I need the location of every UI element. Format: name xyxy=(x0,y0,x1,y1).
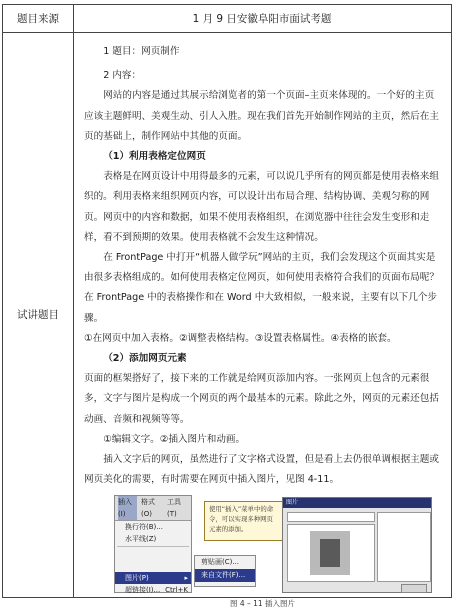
menu-item-hr: 水平线(Z) xyxy=(125,535,157,543)
callout-note: 使用“插入”菜单中的命令，可以实现多种网页元素的添加。 xyxy=(204,501,284,541)
dialog-title: 图片 xyxy=(283,498,431,508)
paragraph-6: ①编辑文字。②插入图片和动画。 xyxy=(103,433,246,445)
robot-thumbnail xyxy=(310,531,350,575)
menu-insert: 插入(I) xyxy=(118,496,137,520)
source-title: 1 月 9 日安徽阜阳市面试考题 xyxy=(192,13,332,25)
figure-caption: 图 4 – 11 插入图片 xyxy=(229,599,296,608)
picture-dialog xyxy=(282,497,432,593)
item-2: 2 内容： xyxy=(103,70,142,82)
item-1: 1 题目：网页制作 xyxy=(103,46,180,57)
menu-tools: 工具(T) xyxy=(167,498,182,518)
submenu-clipart: 剪贴画(C)... xyxy=(201,558,240,566)
menu-item-hyperlink: 超链接(I)... Ctrl+K xyxy=(125,586,188,594)
paragraph-2: 表格是在网页设计中用得最多的元素，可以说几乎所有的网页都是使用表格来组织的。利用表格来组织网页内容，可以设计出布局合理、结构协调、美观匀称的网页。网页中的内容和数据，如果不使用表格组织，在浏览器中往往会发生变形和走样，看不到预期的效果。使用表格就不会发生这种情况。 xyxy=(84,171,439,243)
paragraph-3: 在 FrontPage 中打开“机器人做学玩”网站的主页，我们会发现这个页面其实是由很多表格组成的。如何使用表格定位网页，如何使用表格符合我们的页面布局呢？在 FrontPage 中的表格操作和在 Word 中大致相似，一般来说，主要有以下几个步骤。 xyxy=(84,252,439,324)
submenu-from-file: 来自文件(F)... xyxy=(195,569,255,582)
topic-label: 试讲题目 xyxy=(3,32,74,597)
picture-submenu xyxy=(194,555,256,587)
paragraph-5: 页面的框架搭好了，接下来的工作就是给网页添加内容。一张网页上包含的元素很多，文字与图片是构成一个网页的两个最基本的元素。除此之外，网页的元素还包括动画、音频和视频等等。 xyxy=(84,373,439,425)
paragraph-7: 插入文字后的网页，虽然进行了文字格式设置，但是看上去仍很单调根据主题或网页美化的需要，有时需要在网页中插入图片，见图 4-11。 xyxy=(84,454,439,486)
menu-format: 格式(O) xyxy=(141,498,155,518)
dialog-button xyxy=(401,584,427,593)
heading-1: （1）利用表格定位网页 xyxy=(103,151,206,163)
menu-item-picture: 图片(P) ▸ xyxy=(115,572,191,584)
paragraph-4: ①在网页中加入表格。②调整表格结构。③设置表格属性。④表格的嵌套。 xyxy=(84,332,397,344)
figure-insert-picture xyxy=(114,495,434,597)
dialog-preview xyxy=(377,512,431,582)
menu-item-break: 换行符(B)... xyxy=(125,523,163,531)
dialog-path-field xyxy=(287,512,375,522)
menu-bar xyxy=(115,496,191,521)
source-row xyxy=(3,5,451,33)
paragraph-1: 网站的内容是通过其展示给浏览者的第一个页面–主页来体现的。一个好的主页应该主题鲜明、美观生动、引人入胜。现在我们首先开始制作网站的主页，然后在主页的基础上，制作网站中其他的页面。 xyxy=(84,90,439,142)
topic-row xyxy=(3,32,451,608)
dialog-file-list xyxy=(287,524,375,582)
document-page xyxy=(2,4,452,608)
insert-menu xyxy=(114,495,192,593)
heading-2: （2）添加网页元素 xyxy=(103,353,187,365)
source-label: 题目来源 xyxy=(3,5,74,32)
